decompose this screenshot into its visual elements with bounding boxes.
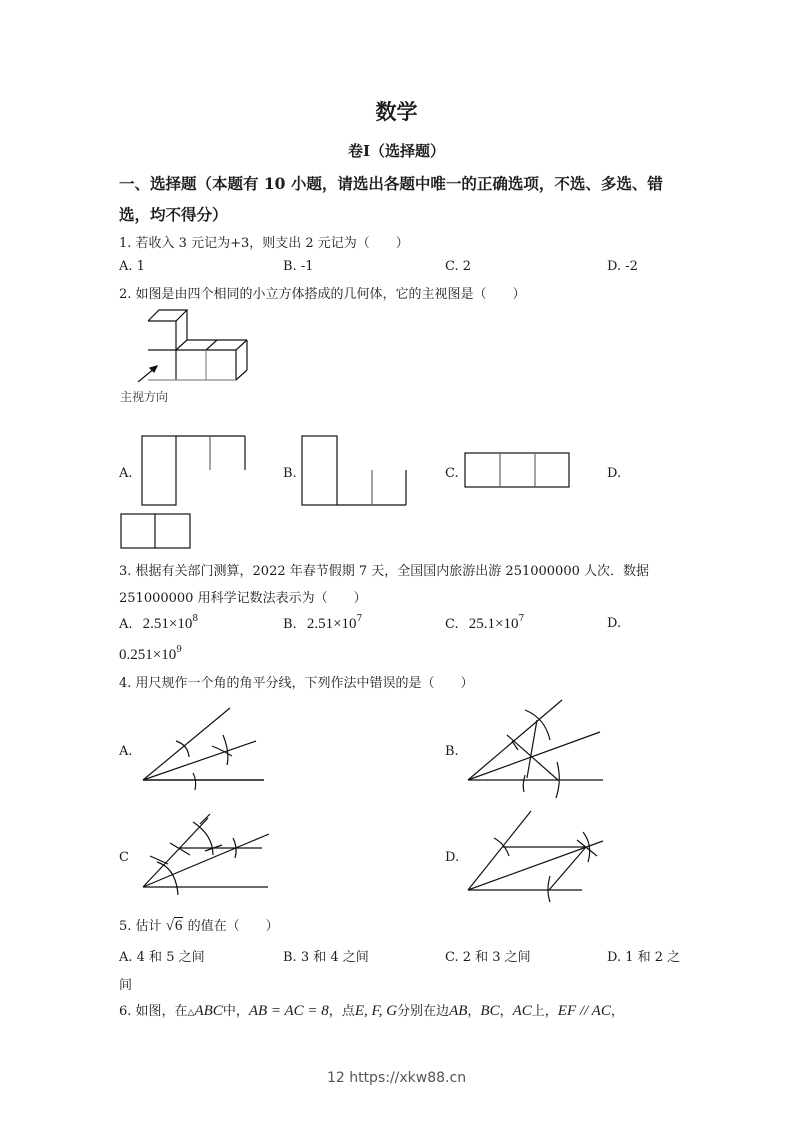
q3-option-b: B. $2.51\times 10^7$ [283, 614, 363, 632]
q5-option-b: B. 3 和 4 之间 [283, 950, 369, 965]
q1-option-a: A. 1 [119, 259, 145, 274]
q5-option-d-wrap: 间 [119, 978, 133, 993]
question-1-stem: 1. 若收入 3 元记为+3，则支出 2 元记为（ ） [119, 236, 409, 251]
q2-option-b: B. [283, 466, 297, 481]
question-4-stem: 4. 用尺规作一个角的角平分线，下列作法中错误的是（ ） [119, 676, 474, 691]
q4-option-b: B. [445, 744, 459, 759]
q5-option-c: C. 2 和 3 之间 [445, 950, 531, 965]
q5-option-a: A. 4 和 5 之间 [119, 950, 205, 965]
page-title: 数学 [375, 99, 418, 124]
q1-option-b: B. -1 [283, 259, 314, 274]
section-heading: 一、选择题（本题有 10 小题，请选出各题中唯一的正确选项，不选、多选、错 [119, 174, 663, 193]
q2-option-a: A. [119, 466, 133, 481]
question-5-stem: 5. 估计 √6 的值在（ ） [119, 918, 279, 934]
paper-part-title: 卷Ⅰ（选择题） [347, 142, 446, 160]
q2-option-c: C. [445, 466, 459, 481]
q5-option-d: D. 1 和 2 之 [607, 950, 681, 965]
q3-option-d-value: $0.251\times 10^9$ [119, 645, 182, 663]
q4-option-a: A. [119, 744, 133, 759]
q1-option-d: D. -2 [607, 259, 638, 274]
q4-option-c: C [119, 850, 129, 865]
view-direction-caption: 主视方向 [120, 390, 169, 404]
page-footer: 12 https://xkw88.cn [326, 1070, 467, 1086]
question-2-stem: 2. 如图是由四个相同的小立方体搭成的几何体，它的主视图是（ ） [119, 287, 526, 302]
q2-option-d: D. [607, 466, 622, 481]
question-3-stem: 3. 根据有关部门测算，2022 年春节假期 7 天，全国国内旅游出游 251000000 人次．数据 [119, 564, 649, 579]
question-3-stem-cont: 251000000 用科学记数法表示为（ ） [119, 591, 367, 606]
q4-option-d: D. [445, 850, 460, 865]
sqrt-6: √6 [165, 918, 183, 934]
section-heading-cont: 选，均不得分） [119, 205, 228, 224]
q3-option-a: A. $2.51\times 10^8$ [119, 614, 199, 632]
question-6-stem: 6. 如图，在△ABC中，AB = AC = 8，点E, F, G分别在边AB，BC，AC上，EF // AC， [119, 1003, 624, 1019]
q3-option-c: C. $25.1\times 10^7$ [445, 614, 525, 632]
q1-option-c: C. 2 [445, 259, 472, 274]
q3-option-d: D. [607, 616, 622, 631]
